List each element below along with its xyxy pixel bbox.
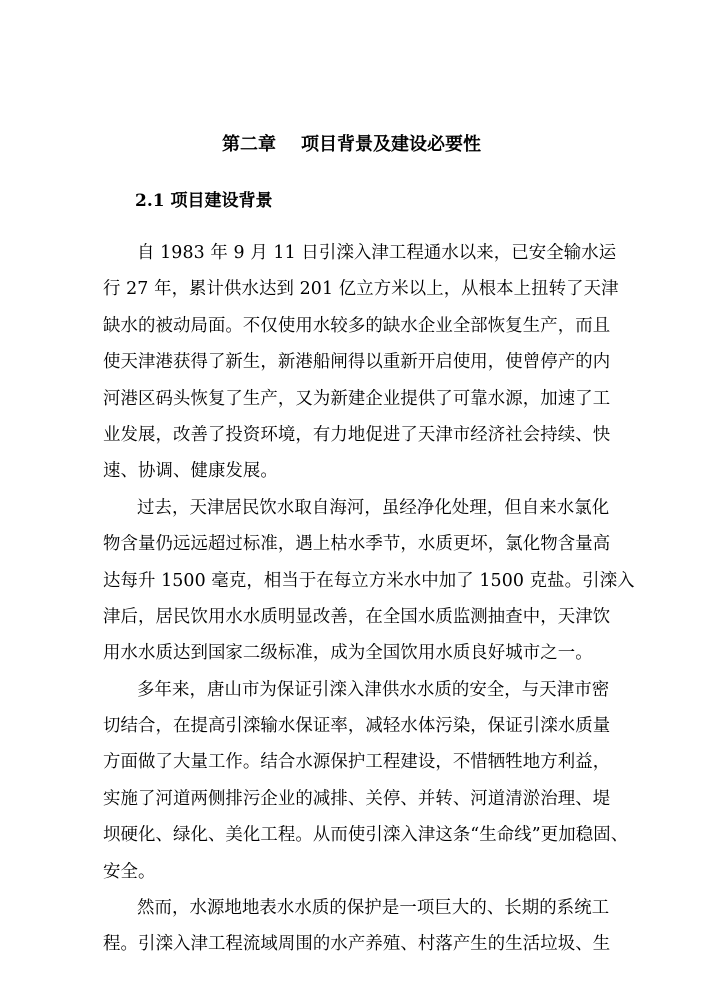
text-line: 使天津港获得了新生，新港船闸得以重新开启使用，使曾停产的内 <box>103 352 611 373</box>
text-line: 物含量仍远远超过标准，遇上枯水季节，水质更坏，氯化物含量高 <box>103 534 611 555</box>
text-line: 多年来，唐山市为保证引滦入津供水水质的安全，与天津市密 <box>137 679 610 700</box>
text-line: 速、协调、健康发展。 <box>103 461 278 482</box>
text-line: 安全。 <box>103 861 156 882</box>
text-line: 津后，居民饮用水水质明显改善，在全国水质监测抽查中，天津饮 <box>103 606 611 627</box>
section-title: 2.1 项目建设背景 <box>135 191 273 211</box>
text-line: 过去，天津居民饮水取自海河，虽经净化处理，但自来水氯化 <box>137 497 610 518</box>
text-line: 河港区码头恢复了生产，又为新建企业提供了可靠水源，加速了工 <box>103 388 611 409</box>
paragraph <box>103 490 635 672</box>
text-line: 用水水质达到国家二级标准，成为全国饮用水质良好城市之一。 <box>103 643 593 664</box>
body-text <box>103 235 635 963</box>
paragraph <box>103 235 623 490</box>
text-line: 方面做了大量工作。结合水源保护工程建设，不惜牺牲地方利益， <box>103 752 611 773</box>
text-line: 程。引滦入津工程流域周围的水产养殖、村落产生的生活垃圾、生 <box>103 934 611 955</box>
chapter-title: 第二章 项目背景及建设必要性 <box>221 134 482 155</box>
paragraph <box>103 890 623 963</box>
text-line: 坝硬化、绿化、美化工程。从而使引滦入津这条“生命线”更加稳固、 <box>103 825 629 846</box>
text-line: 业发展，改善了投资环境，有力地促进了天津市经济社会持续、快 <box>103 424 611 445</box>
text-line: 切结合，在提高引滦输水保证率，减轻水体污染，保证引滦水质量 <box>103 716 611 737</box>
paragraph <box>103 672 629 890</box>
text-line: 自 1983 年 9 月 11 日引滦入津工程通水以来，已安全输水运 <box>137 243 617 263</box>
text-line: 达每升 1500 毫克，相当于在每立方米水中加了 1500 克盐。引滦入 <box>103 570 635 591</box>
text-line: 实施了河道两侧排污企业的减排、关停、并转、河道清淤治理、堤 <box>103 788 611 809</box>
text-line: 行 27 年，累计供水达到 201 亿立方米以上，从根本上扭转了天津 <box>103 279 619 300</box>
text-line: 缺水的被动局面。不仅使用水较多的缺水企业全部恢复生产，而且 <box>103 315 611 336</box>
text-line: 然而，水源地地表水水质的保护是一项巨大的、长期的系统工 <box>137 898 610 919</box>
